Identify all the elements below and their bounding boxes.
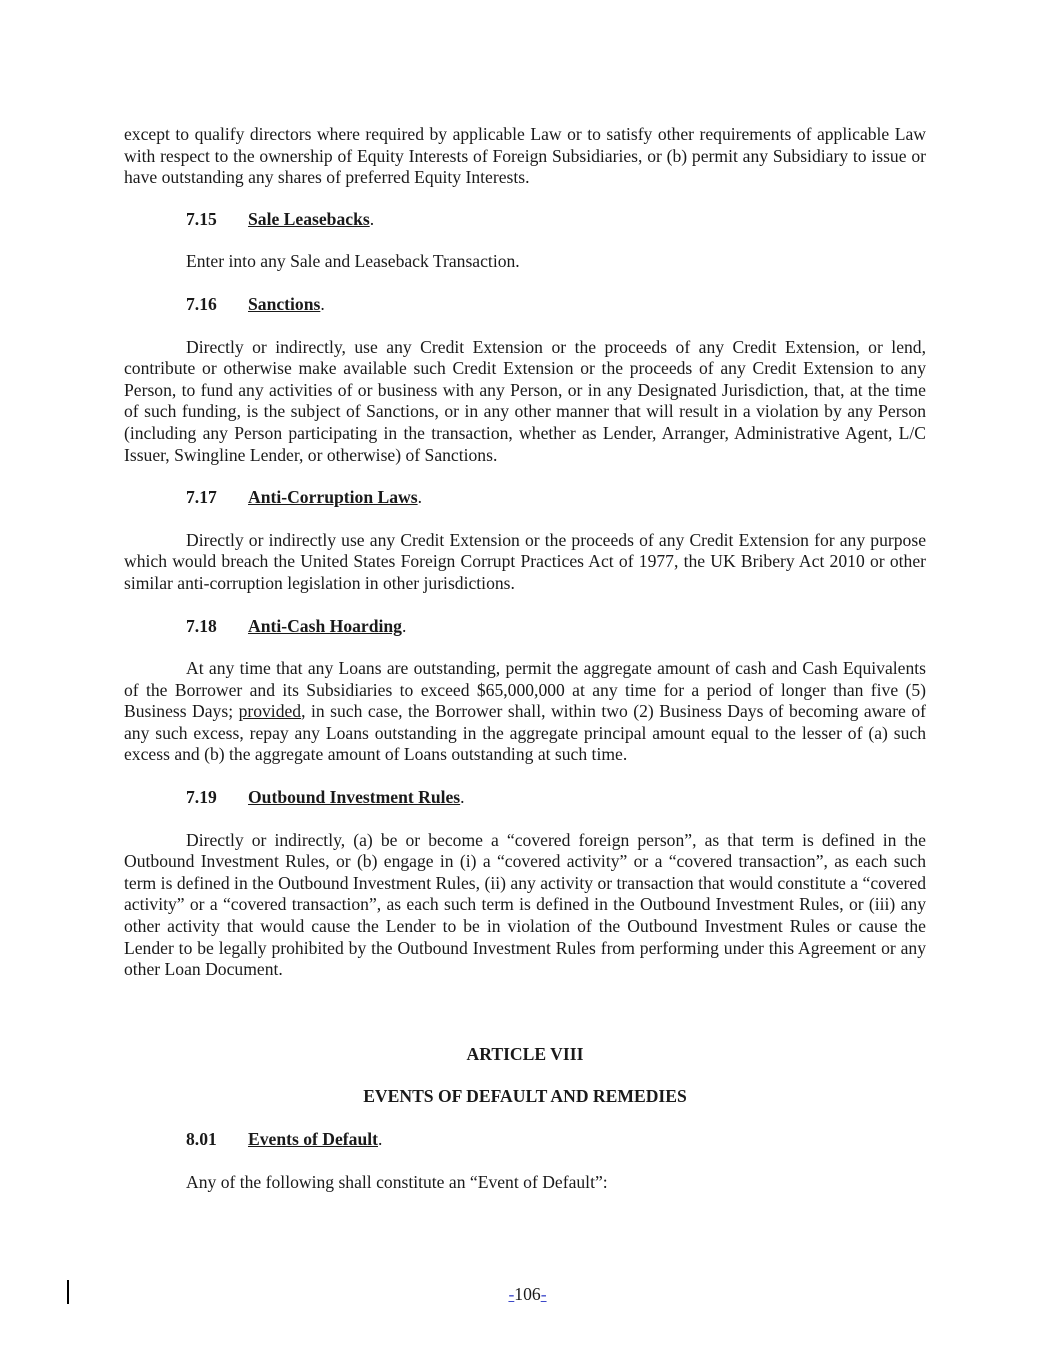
section-body-7-15: Enter into any Sale and Leaseback Transaction. [186,251,520,272]
section-number: 7.15 [186,208,217,229]
section-body-7-17: Directly or indirectly use any Credit Extension or the proceeds of any Credit Extension for any purpose which would breach the United States Foreign Corrupt Practices Act of 1977, the UK Bribery Act 2010 or other similar anti-corruption legislation in other jurisdictions. [124,529,926,593]
section-title: Anti-Corruption Laws [248,487,418,508]
section-title: Events of Default [248,1129,378,1149]
page-footer [0,1284,1055,1305]
section-title: Outbound Investment Rules [248,787,461,808]
section-title: Anti-Cash Hoarding [248,615,402,636]
section-number: 7.17 [186,487,217,508]
section-number: 7.19 [186,787,217,808]
section-number: 8.01 [186,1129,217,1149]
document-page [124,124,926,1193]
page-number-dash-right: - [540,1284,547,1304]
section-body-7-19: Directly or indirectly, (a) be or become a “covered foreign person”, as that term is defined in the Outbound Investment Rules, or (b) engage in (i) a “covered activity” or a “covered transaction”, as each such term is defined in the Outbound Investment Rules, (ii) any activity or transaction that would constitute a “covered activity” or a “covered transaction”, as each such term is defined in the Outbound Investment Rules, or (iii) any other activity that would cause the Lender to be in violation of the Outbound Investment Rules or cause the Lender to be legally prohibited by the Outbound Investment Rules from performing under this Agreement or any other Loan Document. [124,829,926,980]
section-body-7-16: Directly or indirectly, use any Credit Extension or the proceeds of any Credit Extension, or lend, contribute or otherwise make available such Credit Extension or the proceeds of any Credit Extension to any Person, to fund any activities of or business with any Person, or in any Designated Jurisdiction, that, at the time of such funding, is the subject of Sanctions, or in any other manner that will result in a violation by any Person (including any Person participating in the transaction, whether as Lender, Arranger, Administrative Agent, L/C Issuer, Swingline Lender, or otherwise) of Sanctions. [124,336,926,465]
page-number: 106 [514,1284,541,1304]
section-body-8-01: Any of the following shall constitute an “Event of Default”: [186,1171,608,1192]
page-number-dash-left: - [508,1284,515,1304]
section-heading-7-18: 7.18 Anti-Cash Hoarding. [186,615,407,636]
article-number: ARTICLE VIII [466,1043,584,1064]
section-heading-8-01: 8.01 Events of Default. [186,1129,383,1149]
provided-term: provided [238,701,302,722]
article-title: EVENTS OF DEFAULT AND REMEDIES [363,1086,687,1107]
section-title: Sanctions [248,293,321,314]
section-number: 7.16 [186,293,217,314]
intro-paragraph: except to qualify directors where required by applicable Law or to satisfy other requirements of applicable Law with respect to the ownership of Equity Interests of Foreign Subsidiaries, or (b) permit any Subsidiary to issue or have outstanding any shares of preferred Equity Interests. [124,124,926,188]
section-heading-7-16: 7.16 Sanctions. [186,293,325,314]
section-body-7-18: At any time that any Loans are outstanding, permit the aggregate amount of cash and Cash Equivalents of the Borrower and its Subsidiaries to exceed $65,000,000 at any time for a period of longer than five (5) Business Days; provided, in such case, the Borrower shall, within two (2) Business Days of becoming aware of any such excess, repay any Loans outstanding in the aggregate principal amount equal to the lesser of (a) such excess and (b) the aggregate amount of Loans outstanding at such time. [124,658,926,765]
section-heading-7-17: 7.17 Anti-Corruption Laws. [186,487,423,508]
section-number: 7.18 [186,615,217,636]
section-title: Sale Leasebacks [248,208,370,229]
section-heading-7-19: 7.19 Outbound Investment Rules. [186,787,465,808]
section-heading-7-15: 7.15 Sale Leasebacks. [186,208,375,229]
